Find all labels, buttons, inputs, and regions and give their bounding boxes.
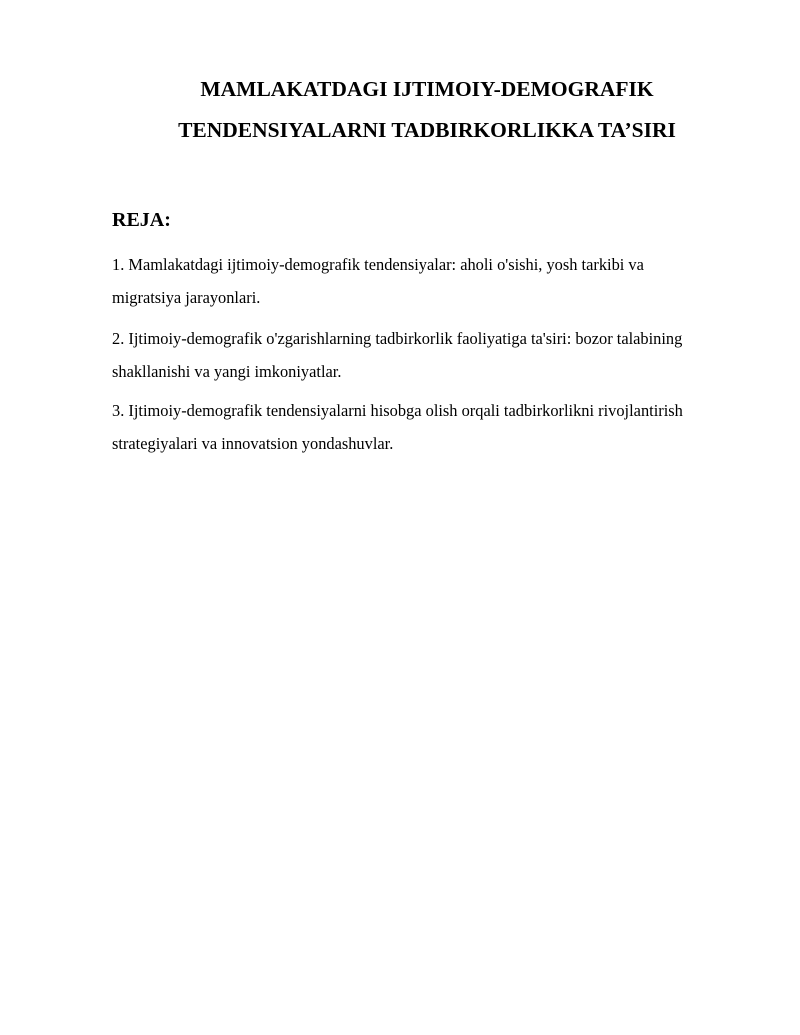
plan-item-1: 1. Mamlakatdagi ijtimoiy-demografik tendensiyalar: aholi o'sishi, yosh tarkibi va migratsiya jarayonlari. bbox=[112, 255, 644, 307]
plan-item-3: 3. Ijtimoiy-demografik tendensiyalarni hisobga olish orqali tadbirkorlikni rivojlantirish strategiyalari va innovatsion yondashuvlar. bbox=[112, 401, 683, 453]
document-title-line-1: MAMLAKATDAGI IJTIMOIY-DEMOGRAFIK bbox=[200, 77, 654, 101]
plan-heading: REJA: bbox=[112, 209, 171, 231]
plan-item-2: 2. Ijtimoiy-demografik o'zgarishlarning tadbirkorlik faoliyatiga ta'siri: bozor talabining shakllanishi va yangi imkoniyatlar. bbox=[112, 329, 683, 381]
document-title-line-2: TENDENSIYALARNI TADBIRKORLIKKA TA’SIRI bbox=[178, 118, 676, 142]
